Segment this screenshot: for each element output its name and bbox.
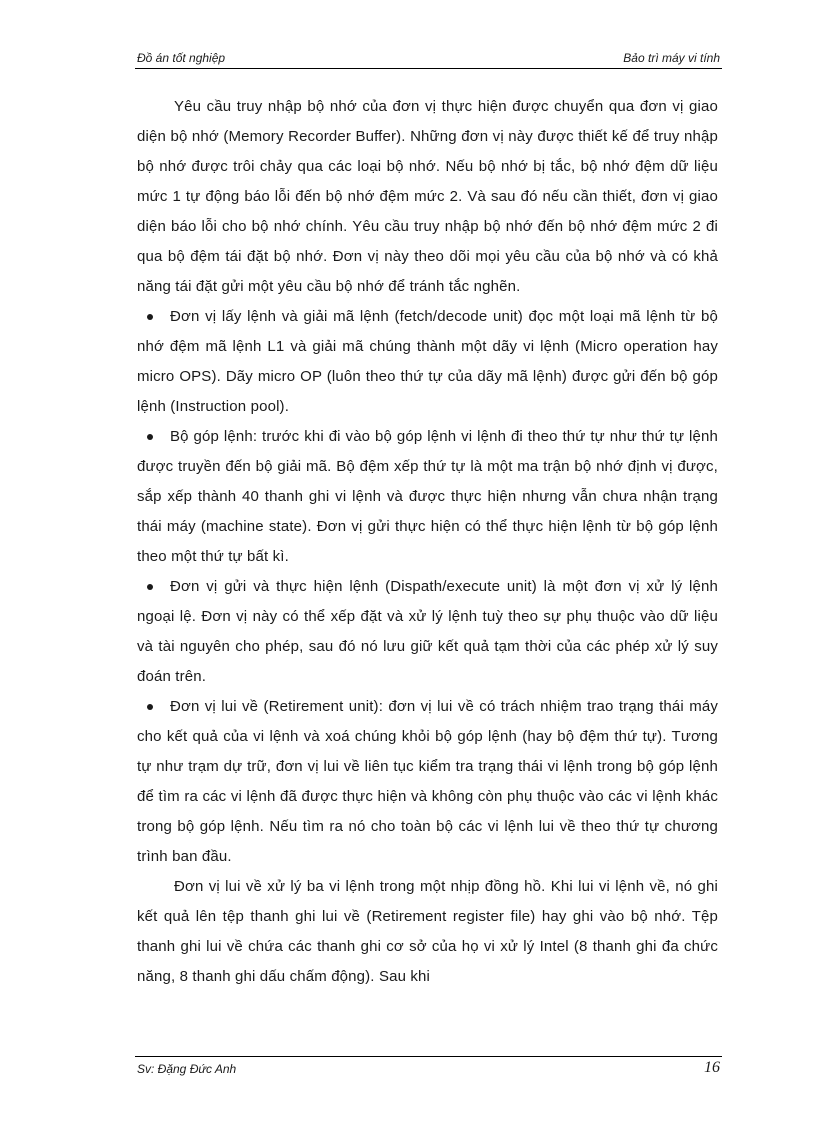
- bullet-item: [137, 692, 718, 872]
- bullet-dot-icon: [147, 584, 153, 590]
- bullet-item: [137, 572, 718, 692]
- bullet-dot-icon: [147, 704, 153, 710]
- bullet-item: [137, 422, 718, 572]
- paragraph-retirement-process: Đơn vị lui về xử lý ba vi lệnh trong một nhịp đồng hồ. Khi lui vi lệnh về, nó ghi kết quả lên tệp thanh ghi lui về (Retirement register file) hay ghi vào bộ nhớ. Tệp thanh ghi lui về chứa các thanh ghi cơ sở của họ vi xử lý Intel (8 thanh ghi đa chức năng, 8 thanh ghi dấu chấm động). Sau khi: [137, 878, 718, 985]
- paragraph-memory-interface: Yêu cầu truy nhập bộ nhớ của đơn vị thực hiện được chuyển qua đơn vị giao diện bộ nhớ (Memory Recorder Buffer). Những đơn vị này được thiết kế để truy nhập bộ nhớ được trôi chảy qua các loại bộ nhớ. Nếu bộ nhớ bị tắc, bộ nhớ đệm dữ liệu mức 1 tự động báo lỗi đến bộ nhớ đệm mức 2. Và sau đó nếu cần thiết, đơn vị giao diện báo lỗi cho bộ nhớ chính. Yêu cầu truy nhập bộ nhớ đến bộ nhớ đệm mức 2 đi qua bộ đệm tái đặt bộ nhớ. Đơn vị này theo dõi mọi yêu cầu của bộ nhớ và có khả năng tái đặt gửi một yêu cầu bộ nhớ để tránh tắc nghẽn.: [137, 98, 718, 295]
- page-header: [135, 48, 722, 69]
- page-body: [137, 92, 718, 992]
- bullet-item: [137, 302, 718, 422]
- bullet-dot-icon: [147, 434, 153, 440]
- bullet-text-retirement: Đơn vị lui về (Retirement unit): đơn vị lui về có trách nhiệm trao trạng thái máy cho kết quả của vi lệnh và xoá chúng khỏi bộ góp lệnh (hay bộ đệm thứ tự). Tương tự như trạm dự trữ, đơn vị lui về liên tục kiểm tra trạng thái vi lệnh trong bộ góp lệnh để tìm ra các vi lệnh đã được thực hiện và không còn phụ thuộc vào các vi lệnh khác trong bộ góp lệnh. Nếu tìm ra nó cho toàn bộ các vi lệnh lui về theo thứ tự chương trình ban đầu.: [137, 698, 718, 865]
- bullet-text-dispatch-execute: Đơn vị gửi và thực hiện lệnh (Dispath/execute unit) là một đơn vị xử lý lệnh ngoại lệ. Đơn vị này có thể xếp đặt và xử lý lệnh tuỳ theo sự phụ thuộc vào dữ liệu và tài nguyên cho phép, sau đó nó lưu giữ kết quả tạm thời của các phép xử lý suy đoán trên.: [137, 578, 718, 685]
- bullet-text-instruction-pool: Bộ góp lệnh: trước khi đi vào bộ góp lệnh vi lệnh đi theo thứ tự như thứ tự lệnh được truyền đến bộ giải mã. Bộ đệm xếp thứ tự là một ma trận bộ nhớ định vị được, sắp xếp thành 40 thanh ghi vi lệnh và được thực hiện nhưng vẫn chưa nhận trạng thái máy (machine state). Đơn vị gửi thực hiện có thể thực hiện lệnh từ bộ góp lệnh theo một thứ tự bất kì.: [137, 428, 718, 565]
- header-title: Đồ án tốt nghiệp: [137, 51, 226, 65]
- footer-author: Sv: Đặng Đức Anh: [137, 1062, 237, 1076]
- page-number: 16: [704, 1059, 720, 1076]
- page-footer: [135, 1056, 722, 1083]
- bullet-dot-icon: [147, 314, 153, 320]
- bullet-text-fetch-decode: Đơn vị lấy lệnh và giải mã lệnh (fetch/decode unit) đọc một loại mã lệnh từ bộ nhớ đệm mã lệnh L1 và giải mã chúng thành một dãy vi lệnh (Micro operation hay micro OPS). Dãy micro OP (luôn theo thứ tự của dãy mã lệnh) được gửi đến bộ góp lệnh (Instruction pool).: [137, 308, 718, 415]
- header-subject: Bảo trì máy vi tính: [623, 51, 720, 65]
